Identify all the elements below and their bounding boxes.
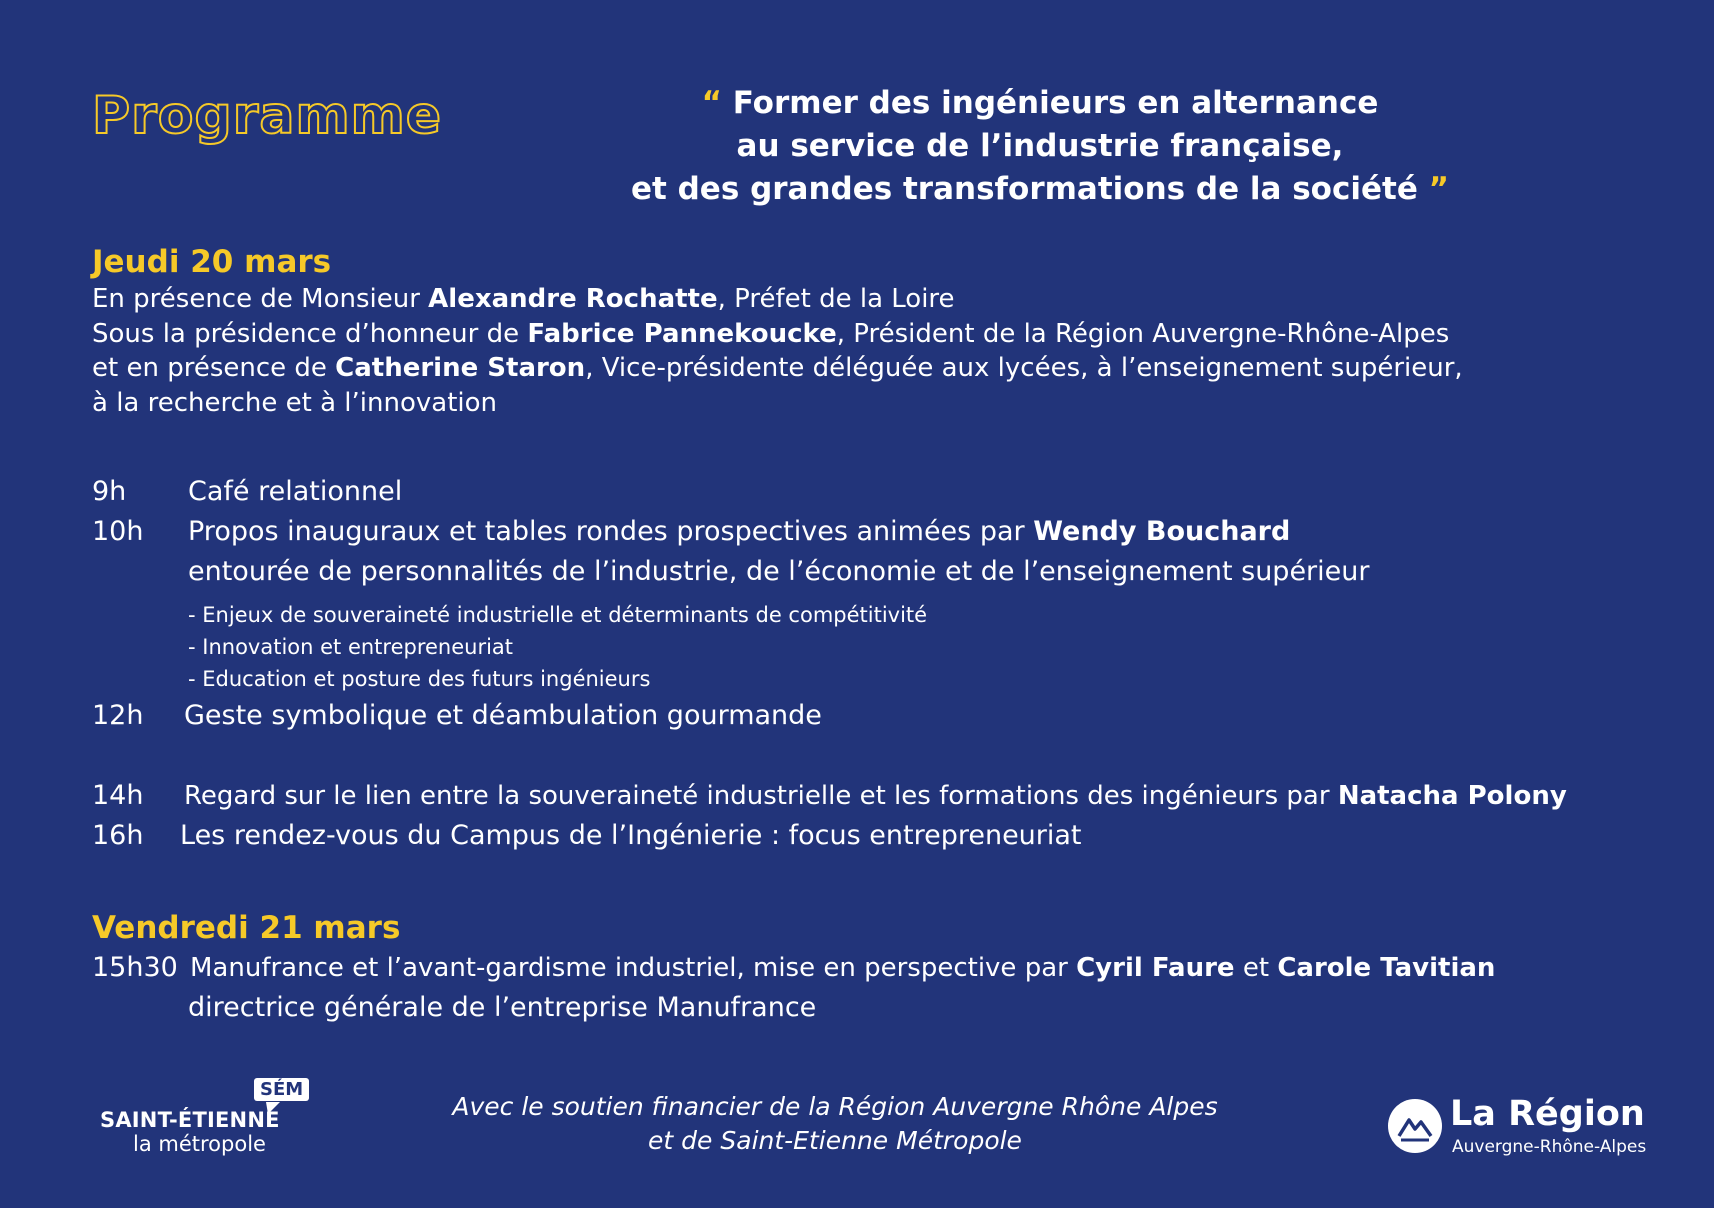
funding-note: Avec le soutien financier de la Région Auvergne Rhône Alpes et de Saint-Etienne Métropole [452,1092,1218,1155]
schedule-item-continuation: directrice générale de l’entreprise Manufrance [188,992,817,1023]
sem-logo-name: SAINT-ÉTIENNE [100,1108,280,1132]
roundtable-item: - Innovation et entrepreneuriat [188,635,514,659]
roundtable-list [188,599,927,695]
day1-intro [92,282,1652,420]
roundtable-item: - Enjeux de souveraineté industrielle et déterminants de compétitivité [188,603,928,627]
speaker-name: Cyril Faure [1076,953,1235,983]
schedule-time: 10h [92,516,144,547]
intro-line-2: Sous la présidence d’honneur de Fabrice Pannekoucke, Président de la Région Auvergne-Rhône-Alpes [92,318,1450,349]
schedule-time: 12h [92,700,144,731]
headline-line-1: “ Former des ingénieurs en alternance [701,85,1379,121]
speaker-name: Natacha Polony [1337,781,1567,811]
guest-name: Fabrice Pannekoucke [527,318,837,349]
schedule-item: Les rendez-vous du Campus de l’Ingénierie : focus entrepreneuriat [180,820,1082,851]
close-quote: ” [1428,171,1450,207]
schedule-time: 15h30 [92,952,178,983]
guest-name: Alexandre Rochatte [428,284,718,314]
moderator-name: Wendy Bouchard [1033,516,1291,547]
schedule-item: Propos inauguraux et tables rondes prospectives animées par Wendy Bouchard [188,516,1291,547]
day2-title: Vendredi 21 mars [92,910,401,946]
event-headline [600,82,1480,211]
programme-title: Programme [92,86,443,146]
intro-line-1: En présence de Monsieur Alexandre Rochatte, Préfet de la Loire [92,284,955,314]
region-logo-icon [1387,1098,1443,1154]
schedule-item: Café relationnel [188,476,403,507]
headline-line-2: au service de l’industrie française, [736,128,1344,164]
schedule-time: 16h [92,820,144,851]
intro-line-4: à la recherche et à l’innovation [92,387,498,418]
schedule-time: 14h [92,780,144,811]
guest-name: Catherine Staron [335,353,586,383]
intro-line-3: et en présence de Catherine Staron, Vice-présidente déléguée aux lycées, à l’enseignement supérieur, [92,353,1463,383]
sem-logo-subtitle: la métropole [133,1132,266,1156]
day1-title: Jeudi 20 mars [92,244,332,280]
speaker-name: Carole Tavitian [1277,953,1496,983]
sem-badge: SÉM [254,1078,309,1101]
schedule-time: 9h [92,476,127,507]
schedule-item-continuation: entourée de personnalités de l’industrie, de l’économie et de l’enseignement supérieur [188,556,1370,587]
schedule-item: Manufrance et l’avant-gardisme industriel, mise en perspective par Cyril Faure et Carole Tavitian [190,953,1496,983]
region-logo-subtitle: Auvergne-Rhône-Alpes [1452,1137,1647,1157]
roundtable-item: - Education et posture des futurs ingénieurs [188,667,651,691]
region-logo-name: La Région [1450,1094,1645,1134]
schedule-item: Geste symbolique et déambulation gourmande [184,700,822,731]
schedule-item: Regard sur le lien entre la souveraineté industrielle et les formations des ingénieurs par Natacha Polony [184,781,1567,811]
open-quote: “ [701,85,722,121]
headline-line-3: et des grandes transformations de la société ” [630,171,1450,207]
